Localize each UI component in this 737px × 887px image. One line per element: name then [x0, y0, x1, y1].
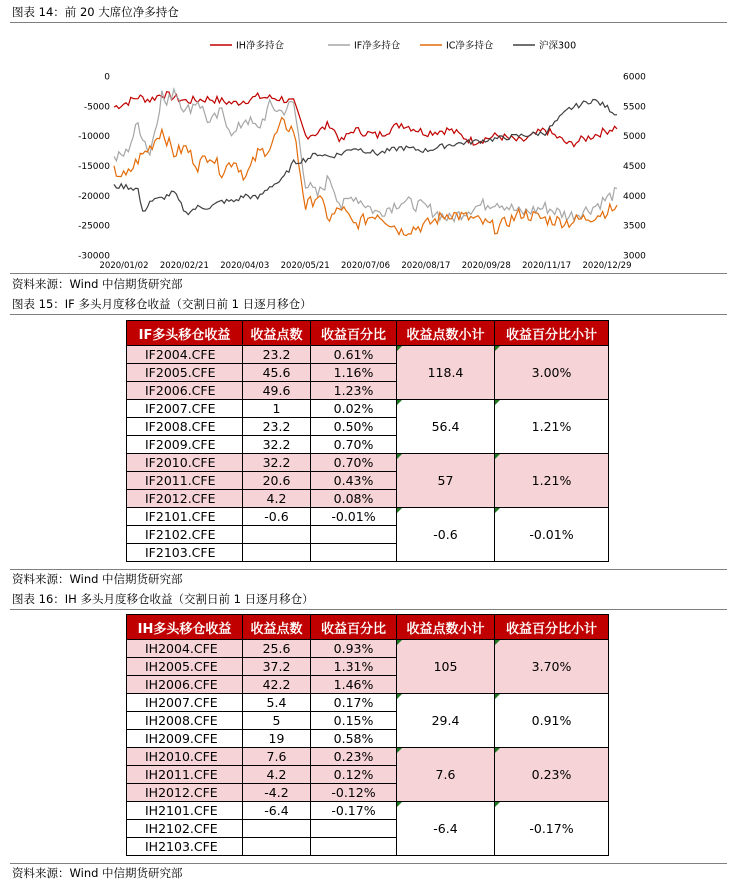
header-pct: 收益百分比 [311, 321, 397, 346]
cell-points: 32.2 [243, 454, 311, 472]
cell-points: 5 [243, 712, 311, 730]
cell-points: 20.6 [243, 472, 311, 490]
cell-pct: 1.16% [311, 364, 397, 382]
header-contract: IF多头移仓收益 [127, 321, 243, 346]
y-left-tick-label: -5000 [83, 102, 110, 113]
series-line-1 [114, 89, 617, 221]
cell-contract: IH2009.CFE [127, 730, 243, 748]
y-left-tick-label: -15000 [78, 162, 110, 172]
cell-points-subtotal: 105 [397, 640, 495, 694]
cell-contract: IH2006.CFE [127, 676, 243, 694]
cell-pct [311, 526, 397, 544]
table-row [127, 454, 609, 472]
cell-contract: IF2004.CFE [127, 346, 243, 364]
cell-pct: 0.43% [311, 472, 397, 490]
cell-points-subtotal: 29.4 [397, 694, 495, 748]
cell-points-subtotal: 57 [397, 454, 495, 508]
cell-contract: IF2101.CFE [127, 508, 243, 526]
cell-points-subtotal: -0.6 [397, 508, 495, 562]
cell-contract: IF2008.CFE [127, 418, 243, 436]
fig14-source: 资料来源：Wind 中信期货研究部 [12, 277, 183, 291]
y-left-tick-label: 0 [104, 72, 110, 83]
ih-rollover-table [126, 614, 609, 856]
cell-pct: 1.31% [311, 658, 397, 676]
cell-contract: IH2102.CFE [127, 820, 243, 838]
cell-points: 37.2 [243, 658, 311, 676]
cell-points: 23.2 [243, 418, 311, 436]
cell-contract: IF2012.CFE [127, 490, 243, 508]
fig16-bottom-rule [10, 863, 727, 864]
cell-points: 23.2 [243, 346, 311, 364]
cell-contract: IF2006.CFE [127, 382, 243, 400]
y-right-tick-label: 4000 [623, 191, 646, 202]
cell-contract: IF2010.CFE [127, 454, 243, 472]
cell-points: 45.6 [243, 364, 311, 382]
cell-points: -6.4 [243, 802, 311, 820]
fig15-top-rule [10, 314, 727, 315]
header-pct: 收益百分比 [311, 615, 397, 640]
cell-points-subtotal: 118.4 [397, 346, 495, 400]
fig16-caption: 图表 16：IH 多头月度移仓收益（交割日前 1 日逐月移仓） [12, 592, 314, 606]
x-tick-label: 2020/01/02 [99, 261, 149, 271]
x-tick-label: 2020/08/17 [401, 261, 451, 271]
cell-contract: IH2008.CFE [127, 712, 243, 730]
header-points-subtotal: 收益点数小计 [397, 615, 495, 640]
cell-pct: 0.93% [311, 640, 397, 658]
header-contract: IH多头移仓收益 [127, 615, 243, 640]
fig16-top-rule [10, 609, 727, 610]
cell-pct [311, 838, 397, 856]
cell-pct: 0.08% [311, 490, 397, 508]
cell-pct [311, 820, 397, 838]
y-left-tick-label: -25000 [78, 221, 110, 232]
cell-points: 42.2 [243, 676, 311, 694]
header-points-subtotal: 收益点数小计 [397, 321, 495, 346]
x-tick-label: 2020/12/29 [582, 261, 632, 271]
if-rollover-table [126, 320, 609, 562]
cell-contract: IH2012.CFE [127, 784, 243, 802]
cell-pct: 0.12% [311, 766, 397, 784]
table-row [127, 508, 609, 526]
y-left-tick-label: -20000 [78, 191, 110, 202]
legend-label: IF净多持仓 [354, 40, 401, 52]
header-pct-subtotal: 收益百分比小计 [495, 615, 609, 640]
cell-contract: IF2005.CFE [127, 364, 243, 382]
cell-contract: IH2103.CFE [127, 838, 243, 856]
cell-points-subtotal: -6.4 [397, 802, 495, 856]
cell-pct [311, 544, 397, 562]
cell-points: 1 [243, 400, 311, 418]
y-right-tick-label: 4500 [623, 162, 646, 172]
cell-pct-subtotal: 3.00% [495, 346, 609, 400]
cell-contract: IH2101.CFE [127, 802, 243, 820]
fig15-source: 资料来源：Wind 中信期货研究部 [12, 572, 183, 586]
cell-contract: IF2103.CFE [127, 544, 243, 562]
cell-points: 19 [243, 730, 311, 748]
cell-points: 7.6 [243, 748, 311, 766]
y-right-tick-label: 6000 [623, 72, 646, 83]
cell-pct: 0.50% [311, 418, 397, 436]
cell-pct-subtotal: -0.01% [495, 508, 609, 562]
cell-points: -4.2 [243, 784, 311, 802]
y-right-tick-label: 3500 [623, 221, 646, 232]
legend-label: IC净多持仓 [446, 40, 494, 52]
table-row [127, 694, 609, 712]
x-tick-label: 2020/04/03 [220, 261, 270, 271]
cell-contract: IH2011.CFE [127, 766, 243, 784]
cell-pct: 0.70% [311, 454, 397, 472]
cell-points: 4.2 [243, 766, 311, 784]
cell-points-subtotal: 56.4 [397, 400, 495, 454]
cell-pct-subtotal: -0.17% [495, 802, 609, 856]
y-right-tick-label: 3000 [623, 251, 646, 262]
cell-contract: IH2007.CFE [127, 694, 243, 712]
cell-points: 25.6 [243, 640, 311, 658]
x-tick-label: 2020/11/17 [522, 261, 572, 271]
x-tick-label: 2020/02/21 [159, 261, 209, 271]
cell-points [243, 838, 311, 856]
table-row [127, 346, 609, 364]
cell-points: -0.6 [243, 508, 311, 526]
cell-pct: 0.02% [311, 400, 397, 418]
table-row [127, 640, 609, 658]
fig15-bottom-rule [10, 569, 727, 570]
cell-contract: IH2004.CFE [127, 640, 243, 658]
cell-pct: -0.12% [311, 784, 397, 802]
series-line-0 [114, 92, 617, 147]
cell-contract: IF2009.CFE [127, 436, 243, 454]
y-right-tick-label: 5500 [623, 102, 646, 113]
table-row [127, 802, 609, 820]
x-tick-label: 2020/09/28 [461, 261, 511, 271]
fig14-caption: 图表 14：前 20 大席位净多持仓 [12, 5, 179, 19]
header-points: 收益点数 [243, 321, 311, 346]
cell-pct: 0.15% [311, 712, 397, 730]
cell-pct: -0.17% [311, 802, 397, 820]
cell-pct-subtotal: 0.91% [495, 694, 609, 748]
cell-contract: IH2010.CFE [127, 748, 243, 766]
cell-contract: IF2011.CFE [127, 472, 243, 490]
cell-points: 5.4 [243, 694, 311, 712]
cell-pct-subtotal: 3.70% [495, 640, 609, 694]
cell-contract: IH2005.CFE [127, 658, 243, 676]
fig14-top-rule [10, 22, 727, 23]
cell-pct: 0.70% [311, 436, 397, 454]
cell-pct-subtotal: 1.21% [495, 454, 609, 508]
chart-legend [210, 40, 576, 52]
header-pct-subtotal: 收益百分比小计 [495, 321, 609, 346]
header-points: 收益点数 [243, 615, 311, 640]
chart-axes [78, 73, 646, 272]
cell-pct: -0.01% [311, 508, 397, 526]
cell-pct-subtotal: 1.21% [495, 400, 609, 454]
table-row [127, 400, 609, 418]
cell-points: 49.6 [243, 382, 311, 400]
cell-points [243, 526, 311, 544]
cell-points: 4.2 [243, 490, 311, 508]
x-tick-label: 2020/07/06 [341, 261, 390, 271]
cell-contract: IF2102.CFE [127, 526, 243, 544]
fig15-caption: 图表 15：IF 多头月度移仓收益（交割日前 1 日逐月移仓） [12, 297, 312, 311]
x-tick-label: 2020/05/21 [280, 261, 330, 271]
cell-points: 32.2 [243, 436, 311, 454]
cell-contract: IF2007.CFE [127, 400, 243, 418]
y-left-tick-label: -30000 [78, 251, 110, 262]
cell-points-subtotal: 7.6 [397, 748, 495, 802]
table-row [127, 748, 609, 766]
series-line-3 [114, 100, 617, 215]
y-right-tick-label: 5000 [623, 132, 646, 143]
cell-pct: 0.58% [311, 730, 397, 748]
chart-series [114, 89, 617, 235]
cell-pct: 0.17% [311, 694, 397, 712]
cell-pct: 1.23% [311, 382, 397, 400]
cell-points [243, 544, 311, 562]
cell-points [243, 820, 311, 838]
legend-label: IH净多持仓 [236, 40, 284, 52]
cell-pct: 0.61% [311, 346, 397, 364]
cell-pct: 1.46% [311, 676, 397, 694]
y-left-tick-label: -10000 [78, 132, 110, 143]
net-long-position-chart [10, 30, 727, 272]
legend-label: 沪深300 [539, 40, 577, 52]
cell-pct: 0.23% [311, 748, 397, 766]
cell-pct-subtotal: 0.23% [495, 748, 609, 802]
fig16-source: 资料来源：Wind 中信期货研究部 [12, 866, 183, 880]
fig14-bottom-rule [10, 273, 727, 274]
